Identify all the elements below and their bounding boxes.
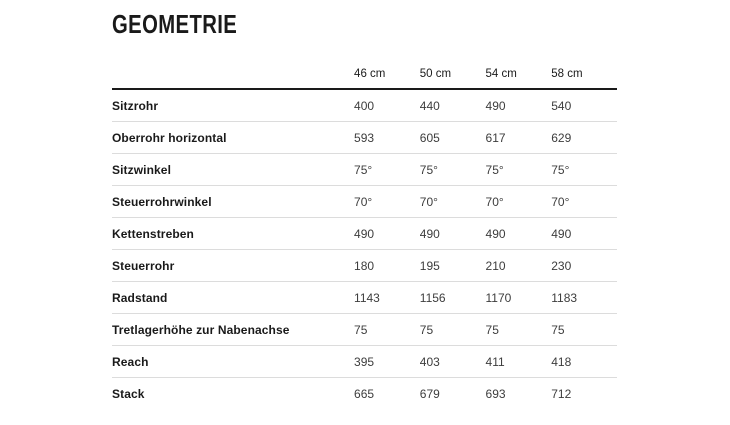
row-label: Radstand [112,290,168,305]
row-value: 75° [354,162,373,177]
row-label: Stack [112,386,145,401]
row-value: 1143 [354,290,380,305]
row-value: 395 [354,354,375,369]
row-value: 411 [485,354,505,369]
row-value: 540 [551,98,572,113]
row-value: 593 [354,130,375,145]
row-value: 70° [485,194,504,209]
row-label: Oberrohr horizontal [112,130,227,145]
row-value: 75 [354,322,368,337]
row-value: 75° [485,162,504,177]
row-value: 712 [551,386,572,401]
table-row [112,314,617,346]
row-value: 75 [485,322,499,337]
row-label: Sitzwinkel [112,162,172,177]
row-value: 195 [419,258,440,273]
row-value: 1156 [419,290,446,305]
row-value: 400 [354,98,375,113]
row-label: Sitzrohr [112,98,159,113]
row-value: 490 [485,226,506,241]
geometry-table [112,60,617,409]
row-value: 1170 [485,290,512,305]
table-header-row [112,60,617,90]
row-value: 1183 [551,290,578,305]
row-value: 490 [354,226,375,241]
row-value: 605 [419,130,440,145]
table-row [112,186,617,218]
row-value: 665 [354,386,375,401]
row-label: Kettenstreben [112,226,194,241]
table-body [112,90,617,409]
row-value: 70° [551,194,570,209]
row-value: 629 [551,130,572,145]
page-title: GEOMETRIE [112,9,238,39]
row-value: 490 [419,226,440,241]
table-row [112,90,617,122]
row-value: 70° [354,194,373,209]
row-value: 75 [551,322,565,337]
column-header-58cm: 58 cm [551,68,583,80]
table-row [112,378,617,409]
row-value: 440 [419,98,440,113]
row-label: Tretlagerhöhe zur Nabenachse [112,322,290,337]
table-row [112,218,617,250]
row-value: 490 [551,226,572,241]
row-value: 403 [419,354,440,369]
row-value: 490 [485,98,506,113]
column-header-54cm: 54 cm [485,68,517,80]
row-value: 418 [551,354,572,369]
table-row [112,346,617,378]
row-value: 679 [419,386,440,401]
row-label: Steuerrohrwinkel [112,194,212,209]
row-value: 75° [551,162,570,177]
row-value: 75 [419,322,434,337]
row-value: 75° [419,162,438,177]
column-header-50cm: 50 cm [419,68,452,80]
row-value: 693 [485,386,506,401]
row-value: 180 [354,258,375,273]
table-row [112,250,617,282]
row-value: 210 [485,258,506,273]
row-label: Steuerrohr [112,258,175,273]
row-value: 617 [485,130,506,145]
row-value: 230 [551,258,572,273]
row-label: Reach [112,354,149,369]
column-header-46cm: 46 cm [354,68,386,80]
table-row [112,122,617,154]
table-row [112,282,617,314]
row-value: 70° [419,194,438,209]
table-row [112,154,617,186]
